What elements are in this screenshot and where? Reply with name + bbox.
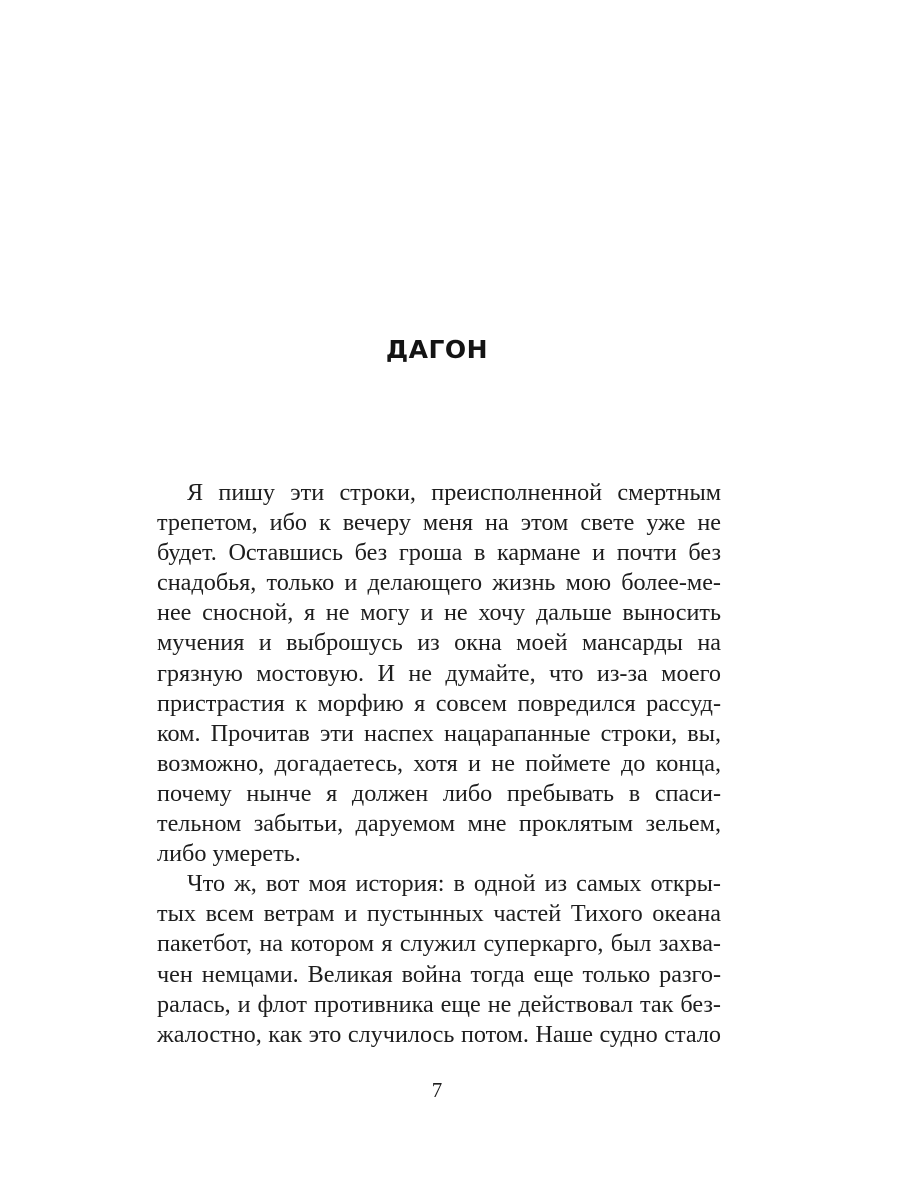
text-line: чен немцами. Великая война тогда еще только разго- — [157, 960, 721, 988]
text-line: тых всем ветрам и пустынных частей Тихого океана — [157, 900, 721, 928]
text-line: возможно, догадаетесь, хотя и не поймете до конца, — [157, 749, 721, 777]
text-line: пристрастия к морфию я совсем повредился рассуд- — [157, 689, 721, 717]
page-number: 7 — [431, 1078, 443, 1102]
text-line: мучения и выброшусь из окна моей мансарды на — [157, 629, 721, 657]
text-line: снадобья, только и делающего жизнь мою более-ме- — [157, 569, 721, 597]
text-line: будет. Оставшись без гроша в кармане и почти без — [157, 539, 721, 567]
text-line: нее сносной, я не могу и не хочу дальше выносить — [157, 599, 721, 627]
text-line: трепетом, ибо к вечеру меня на этом свете уже не — [157, 509, 721, 537]
text-line: тельном забытьи, даруемом мне проклятым зельем, — [157, 810, 721, 838]
text-line: Что ж, вот моя история: в одной из самых откры- — [187, 870, 721, 898]
text-line: грязную мостовую. И не думайте, что из-за моего — [157, 659, 721, 687]
text-line: Я пишу эти строки, преисполненной смертным — [187, 479, 721, 506]
text-line: почему нынче я должен либо пребывать в спаси- — [157, 779, 721, 807]
body-text — [157, 478, 721, 1050]
chapter-title: ДАГОН — [385, 335, 489, 364]
paragraph-2 — [157, 869, 721, 1050]
text-line: пакетбот, на котором я служил суперкарго, был захва- — [157, 930, 721, 958]
paragraph-1 — [157, 478, 721, 869]
text-line: ралась, и флот противника еще не действовал так без- — [157, 990, 721, 1018]
text-line: ком. Прочитав эти наспех нацарапанные строки, вы, — [157, 719, 721, 747]
text-line: жалостно, как это случилось потом. Наше судно стало — [157, 1020, 721, 1048]
text-line: либо умереть. — [157, 840, 301, 868]
